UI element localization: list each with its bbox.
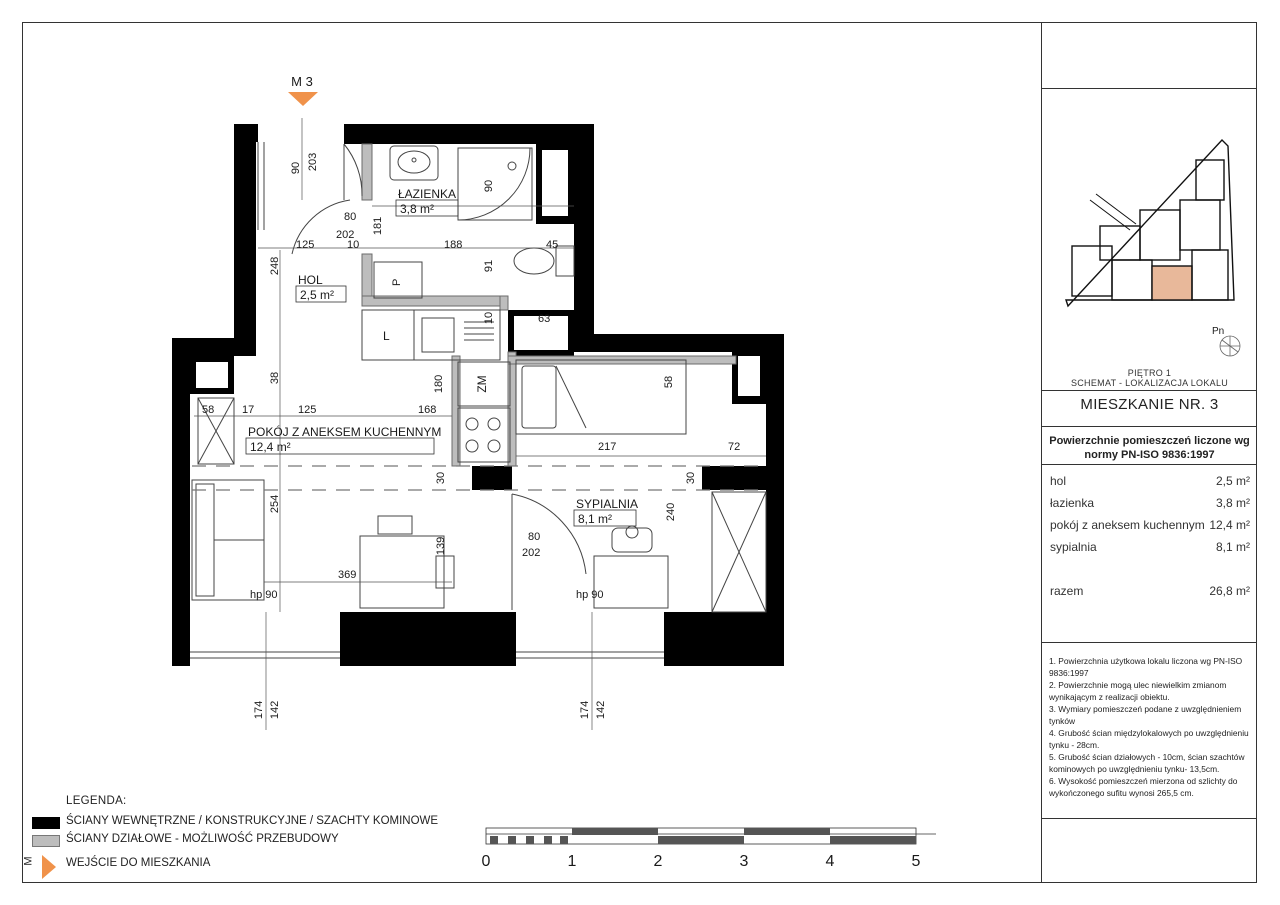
fixtures	[190, 142, 766, 658]
notes-list	[1049, 655, 1249, 799]
dim-text: 174	[253, 700, 265, 720]
area-total-name: razem	[1050, 584, 1084, 598]
norm-line-1: Powierzchnie pomieszczeń liczone wg	[1049, 435, 1250, 447]
area-name: sypialnia	[1050, 540, 1097, 554]
dim-text: 10	[347, 239, 360, 251]
room-area-bedroom: 8,1 m²	[578, 512, 613, 526]
floor-label: PIĘTRO 1	[1127, 368, 1172, 378]
dim-text: 17	[242, 404, 255, 416]
note-item: 1. Powierzchnia użytkowa lokalu liczona wg PN-ISO 9836:1997	[1049, 656, 1243, 678]
fixture-zm-label: ZM	[475, 375, 489, 393]
note-item: 2. Powierzchnie mogą ulec niewielkim zmianom wynikającym z realizacji obiektu.	[1049, 680, 1227, 702]
apartment-title: MIESZKANIE NR. 3	[1080, 396, 1219, 413]
dim-text: 58	[202, 404, 215, 416]
legend-label: WEJŚCIE DO MIESZKANIA	[66, 857, 211, 869]
area-value: 12,4 m²	[1209, 518, 1250, 532]
room-name-living: POKÓJ Z ANEKSEM KUCHENNYM	[248, 425, 442, 439]
dim-text: 142	[595, 700, 607, 720]
dim-text: 168	[418, 404, 437, 416]
dim-text: 217	[598, 441, 617, 453]
fixture-fridge-label: L	[383, 329, 390, 343]
dim-text: 80	[344, 211, 357, 223]
dim-text: 125	[296, 239, 315, 251]
dim-text: 188	[444, 239, 463, 251]
dim-text: 45	[546, 239, 559, 251]
dim-text: 202	[336, 229, 355, 241]
entrance-arrow-icon	[42, 855, 56, 879]
note-item: 3. Wymiary pomieszczeń podane z uwzględnieniem tynków	[1049, 704, 1242, 726]
room-area-bathroom: 3,8 m²	[400, 202, 435, 216]
scheme-label: SCHEMAT - LOKALIZACJA LOKALU	[1070, 378, 1229, 388]
scale-tick-label: 4	[825, 853, 835, 870]
area-total-value: 26,8 m²	[1209, 584, 1250, 598]
dim-text: 202	[522, 547, 541, 559]
room-name-hall: HOL	[298, 273, 323, 287]
room-name-bedroom: SYPIALNIA	[576, 497, 639, 511]
dim-text: 139	[435, 536, 447, 556]
dim-text: 369	[338, 569, 357, 581]
dim-text: 248	[269, 256, 281, 276]
area-value: 2,5 m²	[1215, 474, 1250, 488]
scale-tick-label: 3	[739, 853, 749, 870]
dim-text: 180	[433, 374, 445, 394]
room-name-bathroom: ŁAZIENKA	[398, 187, 457, 201]
dim-text: 90	[290, 161, 302, 175]
scale-tick-label: 5	[911, 853, 921, 870]
dim-text: 91	[483, 259, 495, 273]
norm-line-2: normy PN-ISO 9836:1997	[1084, 449, 1215, 461]
scale-tick-label: 0	[481, 853, 491, 870]
scale-tick-label: 2	[653, 853, 663, 870]
legend-swatch-black	[32, 817, 60, 829]
note-item: 5. Grubość ścian działowych - 10cm, ścian szachtów kominowych po uwzględnieniu tynku- 13,5cm.	[1049, 752, 1245, 774]
scale-bar	[482, 828, 936, 870]
dim-text: 58	[663, 375, 675, 389]
entrance-label: M 3	[291, 74, 313, 89]
dim-text: 240	[665, 502, 677, 522]
area-value: 3,8 m²	[1215, 496, 1250, 510]
scale-tick-label: 1	[567, 853, 577, 870]
dim-text: 174	[579, 700, 591, 720]
dim-text: 181	[372, 216, 384, 236]
dim-text: 80	[528, 531, 541, 543]
note-item: 6. Wysokość pomieszczeń mierzona od szlichty do wykończonego sufitu wynosi 265,5 cm.	[1049, 776, 1238, 798]
dim-text: 63	[538, 313, 551, 325]
area-name: hol	[1050, 474, 1067, 488]
dim-text: 203	[307, 152, 319, 172]
area-name: pokój z aneksem kuchennym	[1050, 518, 1205, 532]
compass-label: Pn	[1212, 326, 1225, 337]
area-name: łazienka	[1050, 496, 1095, 510]
dim-text: 10	[483, 311, 495, 325]
legend-swatch-grey	[32, 835, 60, 847]
dim-text: hp 90	[576, 589, 604, 601]
room-area-hall: 2,5 m²	[300, 288, 335, 302]
norm-note	[1042, 434, 1257, 462]
dim-text: 125	[298, 404, 317, 416]
dim-text: 30	[685, 471, 697, 485]
legend-label: ŚCIANY DZIAŁOWE - MOŻLIWOŚĆ PRZEBUDOWY	[66, 833, 339, 845]
legend-entrance-marker: M	[22, 856, 35, 866]
dim-text: 254	[269, 494, 281, 514]
legend-title: LEGENDA:	[66, 795, 127, 807]
area-value: 8,1 m²	[1215, 540, 1250, 554]
note-item: 4. Grubość ścian międzylokalowych po uwzględnieniu tynku - 28cm.	[1049, 728, 1249, 750]
dim-text: 30	[435, 471, 447, 485]
info-panel	[1041, 22, 1257, 883]
dim-text: 142	[269, 700, 281, 720]
dim-text: 72	[728, 441, 741, 453]
entrance-arrow-icon	[288, 92, 318, 106]
legend-label: ŚCIANY WEWNĘTRZNE / KONSTRUKCYJNE / SZACHTY KOMINOWE	[66, 815, 439, 827]
room-area-living: 12,4 m²	[250, 440, 291, 454]
fixture-washer-label: P	[391, 278, 403, 286]
dim-text: 38	[269, 371, 281, 385]
dim-text: 90	[483, 179, 495, 193]
dim-text: hp 90	[250, 589, 278, 601]
